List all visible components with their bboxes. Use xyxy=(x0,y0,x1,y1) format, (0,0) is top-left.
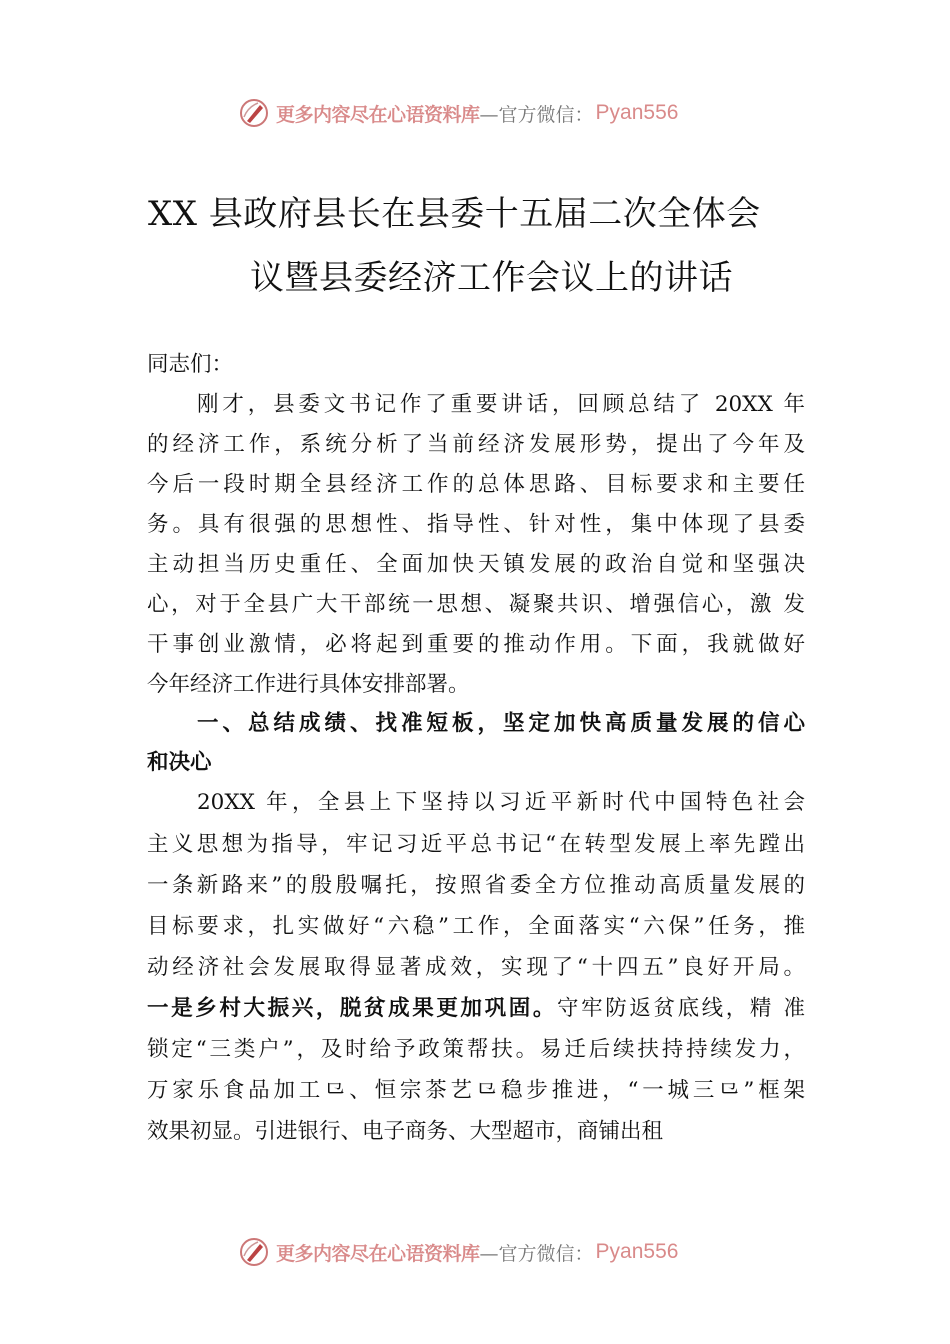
pen-logo-icon xyxy=(238,1236,270,1268)
watermark-sep: —官方微信： xyxy=(479,103,594,126)
paragraph-line: 心，对于全县广大干部统一思想、凝聚共识、增强信心，激 发 xyxy=(147,592,805,617)
paragraph-line: 动经济社会发展取得显著成效，实现了“十四五”良好开局。 xyxy=(147,955,805,980)
paragraph-line: 目标要求，扎实做好“六稳”工作，全面落实“六保”任务，推 xyxy=(147,914,805,939)
salutation: 同志们： xyxy=(147,352,234,377)
paragraph-line: 主动担当历史重任、全面加快天镇发展的政治自觉和坚强决 xyxy=(147,552,805,577)
paragraph-line xyxy=(147,989,805,1029)
paragraph-line: 刚才，县委文书记作了重要讲话，回顾总结了 20XX 年 xyxy=(197,392,805,417)
section-heading: 一、总结成绩、找准短板，坚定加快高质量发展的信心 xyxy=(197,711,805,736)
pen-logo-icon xyxy=(238,97,270,129)
watermark-brand: 更多内容尽在心语资料库 xyxy=(276,1242,480,1265)
watermark-sep: —官方微信： xyxy=(479,1242,594,1265)
paragraph-line: 干事创业激情，必将起到重要的推动作用。下面，我就做好 xyxy=(147,632,805,657)
watermark-brand: 更多内容尽在心语资料库 xyxy=(276,103,480,126)
paragraph-line: 锁定“三类户”，及时给予政策帮扶。易迁后续扶持持续发力， xyxy=(147,1037,805,1062)
title-line-1: XX 县政府县长在县委十五届二次全体会 xyxy=(148,194,761,234)
watermark-wechat: Pyan556 xyxy=(595,1240,679,1263)
paragraph-line: 一条新路来”的殷殷嘱托，按照省委全方位推动高质量发展的 xyxy=(147,873,805,898)
line-text: 守牢防返贫底线，精 准 xyxy=(556,996,805,1021)
bold-lead: 一是乡村大振兴，脱贫成果更加巩固。 xyxy=(147,996,557,1021)
paragraph-line: 今后一段时期全县经济工作的总体思路、目标要求和主要任 xyxy=(147,472,805,497)
paragraph-line: 今年经济工作进行具体安排部署。 xyxy=(147,672,470,697)
footer-watermark xyxy=(238,1234,678,1270)
section-heading-cont: 和决心 xyxy=(147,750,212,775)
paragraph-line: 20XX 年，全县上下坚持以习近平新时代中国特色社会 xyxy=(197,790,805,815)
paragraph-line: 主义思想为指导，牢记习近平总书记“在转型发展上率先蹚出 xyxy=(147,832,805,857)
watermark-wechat: Pyan556 xyxy=(595,101,679,124)
paragraph-line: 务。具有很强的思想性、指导性、针对性，集中体现了县委 xyxy=(147,512,805,537)
paragraph-line: 万家乐食品加工⺋、恒宗茶艺⺋稳步推进，“一城三⺋”框架 xyxy=(147,1078,805,1103)
paragraph-line: 的经济工作，系统分析了当前经济发展形势，提出了今年及 xyxy=(147,432,805,457)
paragraph-line: 效果初显。引进银行、电子商务、大型超市，商铺出租 xyxy=(147,1119,664,1144)
title-line-2: 议暨县委经济工作会议上的讲话 xyxy=(250,258,733,298)
header-watermark xyxy=(238,95,678,131)
